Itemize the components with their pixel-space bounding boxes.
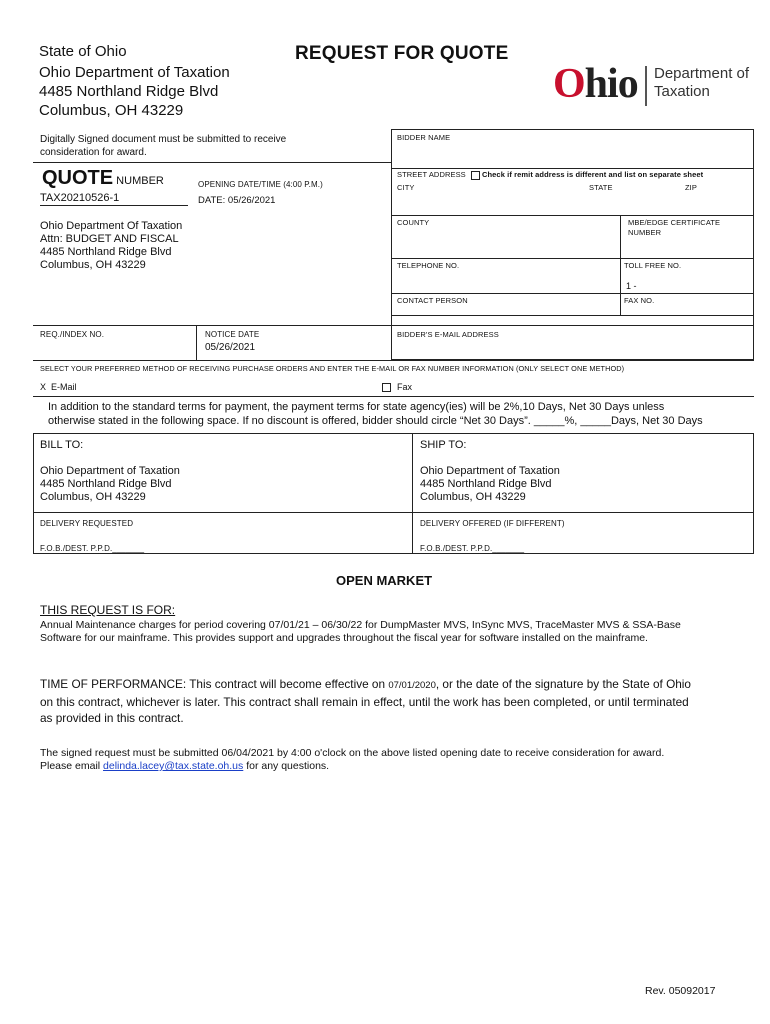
open-market-heading: OPEN MARKET (336, 573, 433, 588)
divider (391, 168, 754, 169)
fob-left: F.O.B./DEST. P.P.D._______ (40, 544, 145, 553)
divider (33, 396, 754, 397)
toll-free-value[interactable]: 1 - (626, 281, 637, 291)
ohio-taxation-logo (553, 58, 753, 110)
bill-to-label: BILL TO: (40, 439, 84, 451)
divider (391, 293, 754, 294)
logo-dept-text: Department of Taxation (654, 65, 750, 100)
method-instruction: SELECT YOUR PREFERRED METHOD OF RECEIVING PURCHASE ORDERS AND ENTER THE E-MAIL OR FAX NUMBER INFORMATION (ONLY SELECT ONE METHOD) (40, 364, 625, 373)
bill-to-address: Ohio Department of Taxation 4485 Northland Ridge Blvd Columbus, OH 43229 (40, 465, 180, 503)
divider (33, 512, 754, 513)
notice-date-label: NOTICE DATE (205, 330, 260, 339)
revision-number: Rev. 05092017 (645, 985, 716, 997)
zip-label: ZIP (685, 183, 697, 192)
city-label: CITY (397, 183, 415, 192)
fax-no-label: FAX NO. (624, 296, 655, 305)
divider (620, 215, 621, 315)
quote-number: TAX20210526-1 (40, 192, 188, 206)
divider (391, 215, 754, 216)
fax-method-option[interactable] (382, 381, 412, 394)
page-title: REQUEST FOR QUOTE (295, 43, 509, 64)
bidder-name-field[interactable] (396, 145, 748, 167)
remit-address-note: Check if remit address is different and list on separate sheet (481, 170, 704, 179)
divider (412, 433, 413, 554)
county-label: COUNTY (397, 218, 430, 227)
dept-street: 4485 Northland Ridge Blvd (39, 83, 219, 100)
quote-number-label: QUOTE NUMBER (42, 167, 164, 189)
toll-free-label: TOLL FREE NO. (624, 261, 682, 270)
notice-date: 05/26/2021 (205, 342, 256, 353)
time-of-performance: TIME OF PERFORMANCE: This contract will become effective on 07/01/2020, or the date of the signature by the State of Ohio on this contract, whichever is later. This contract shall remain in effect, until the work has been completed, or until terminated as provided in this contract. (40, 677, 691, 725)
fax-method-checkbox[interactable] (382, 383, 391, 392)
bidder-email-label: BIDDER'S E-MAIL ADDRESS (397, 330, 499, 339)
state-name: State of Ohio (39, 43, 127, 60)
return-address: Ohio Department Of Taxation Attn: BUDGET AND FISCAL 4485 Northland Ridge Blvd Columbus, OH 43229 (40, 220, 183, 271)
opening-date-label: OPENING DATE/TIME (4:00 P.M.) (198, 180, 323, 189)
fob-right: F.O.B./DEST. P.P.D._______ (420, 544, 525, 553)
delivery-requested-label: DELIVERY REQUESTED (40, 519, 134, 528)
remit-address-checkbox[interactable] (471, 171, 480, 180)
divider (391, 325, 754, 326)
email-method-mark[interactable]: X (40, 382, 47, 392)
mbe-certificate-label: MBE/EDGE CERTIFICATE NUMBER (628, 218, 721, 237)
ship-to-label: SHIP TO: (420, 439, 467, 451)
agency-header (39, 42, 230, 120)
logo-divider (645, 66, 647, 106)
request-heading: THIS REQUEST IS FOR: (40, 603, 176, 617)
dept-city: Columbus, OH 43229 (39, 102, 184, 119)
submission-note: The signed request must be submitted 06/04/2021 by 4:00 o'clock on the above listed opening date to receive consideration for award. Please email delinda.lacey@tax.state.oh.us for any questions. (40, 747, 665, 772)
dept-name: Ohio Department of Taxation (39, 64, 230, 81)
divider (33, 162, 391, 163)
telephone-label: TELEPHONE NO. (397, 261, 460, 270)
divider (33, 360, 754, 361)
email-method-option[interactable] (40, 381, 77, 394)
ship-to-address: Ohio Department of Taxation 4485 Northland Ridge Blvd Columbus, OH 43229 (420, 465, 560, 503)
contact-person-label: CONTACT PERSON (397, 296, 468, 305)
street-address-label: STREET ADDRESS (397, 170, 466, 179)
delivery-offered-label: DELIVERY OFFERED (IF DIFFERENT) (420, 519, 565, 528)
fax-method-label: Fax (397, 382, 413, 392)
state-label: STATE (589, 183, 613, 192)
email-method-label: E-Mail (51, 382, 77, 392)
divider (33, 325, 391, 326)
signed-note: Digitally Signed document must be submitted to receive consideration for award. (40, 134, 287, 158)
req-index-label: REQ./INDEX NO. (40, 330, 105, 339)
bidder-name-label: BIDDER NAME (397, 133, 451, 142)
opening-date: DATE: 05/26/2021 (198, 195, 276, 206)
ohio-wordmark: Ohio (553, 61, 638, 107)
divider (196, 325, 197, 360)
street-address-row (397, 170, 703, 180)
payment-terms: In addition to the standard terms for payment, the payment terms for state agency(ies) will be 2%,10 Days, Net 30 Days unless otherwise stated in the following space. If no discount is offered, bidder should circle “Net 30 Days”. _____%, _____Days, Net 30 Days (48, 401, 703, 427)
divider (391, 315, 754, 316)
contact-email-link[interactable]: delinda.lacey@tax.state.oh.us (103, 760, 244, 772)
divider (391, 258, 754, 259)
request-description: Annual Maintenance charges for period covering 07/01/21 – 06/30/22 for DumpMaster MVS, InSync MVS, TraceMaster MVS & SSA-Base Software for our mainframe. This provides support and upgrades throughout the fiscal year for software installed on the mainframe. (40, 619, 681, 644)
